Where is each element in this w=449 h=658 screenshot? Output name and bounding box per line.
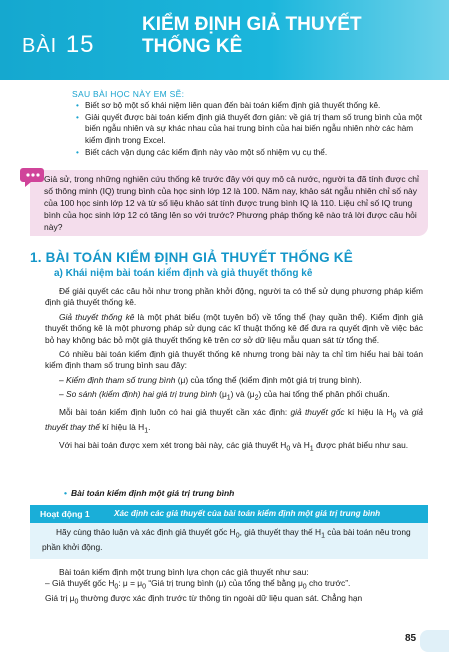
lesson-title-line1: KIỂM ĐỊNH GIẢ THUYẾT — [142, 14, 362, 35]
paragraph: Mỗi bài toán kiểm định luôn có hai giả thuyết cần xác định: giả thuyết gốc kí hiệu là $H_0$ và giả thuyết thay thế kí hiệu là $H_1$. — [45, 407, 423, 436]
paragraph: Giả thuyết thống kê là một phát biểu (một tuyên bố) về tổng thể (hay quần thể). Kiểm định giả thuyết thống kê là một phương pháp sử dụng các kĩ thuật thống kê để đưa ra quyết định về việc bác bỏ hay không bác bỏ một giả thuyết thống kê trên cơ sở dữ liệu mẫu quan sát từ tổng thể. — [45, 311, 423, 345]
paragraph: Bài toán kiểm định một trung bình lựa chọn các giả thuyết như sau: — [59, 567, 309, 577]
page-tab — [420, 630, 449, 652]
lesson-prefix: BÀI — [22, 35, 58, 57]
page-number: 85 — [405, 633, 417, 644]
activity-box — [30, 523, 428, 559]
paragraph: – Giả thuyết gốc $H_0$: $\mu = \mu_0$ “Giá trị trung bình (μ) của tổng thể bằng $\mu_0$ cho trước”. — [45, 578, 351, 592]
objectives-heading: SAU BÀI HỌC NÀY EM SẼ: — [72, 89, 185, 99]
bottom-text — [45, 567, 423, 609]
paragraph: Với hai bài toán được xem xét trong bài này, các giả thuyết $H_0$ và $H_1$ được phát biểu như sau. — [59, 440, 409, 454]
speech-bubble-icon — [20, 166, 46, 188]
lesson-banner — [0, 0, 449, 80]
activity-header — [30, 505, 428, 523]
paragraph: Có nhiều bài toán kiểm định giả thuyết thống kê nhưng trong bài này ta chỉ tìm hiểu hai bài toán kiểm định tham số trung bình sau đây: — [45, 349, 423, 371]
section-subtitle: a) Khái niệm bài toán kiểm định và giả thuyết thống kê — [54, 268, 313, 279]
lesson-title-line2: THỐNG KÊ — [142, 36, 243, 57]
intro-text: Giả sử, trong những nghiên cứu thống kê trước đây với quy mô cả nước, người ta đã tính được chỉ số thông minh (IQ) trung bình của học sinh lớp 12 là 100. Năm nay, khảo sát ngẫu nhiên chỉ số này của 100 học sinh lớp 12 và từ số liệu khảo sát tính được trung bình IQ là 110. Liệu chỉ số IQ trung bình của học sinh lớp 12 có tăng lên so với trước? Phương pháp thống kê nào trả lời được câu hỏi này? — [44, 174, 419, 232]
intro-box — [30, 170, 428, 236]
paragraph: Để giải quyết các câu hỏi như trong phần khởi động, người ta có thể sử dụng phương pháp kiểm định giả thuyết thống kê. — [45, 286, 423, 308]
paragraph: – So sánh (kiểm định) hai giá trị trung bình $(\mu_1)$ và $(\mu_2)$ của hai tổng thể phân phối chuẩn. — [59, 389, 390, 402]
paragraph: Giá trị $\mu_0$ thường được xác định trước từ thông tin ngoài dữ liệu quan sát. Chẳng hạn — [45, 593, 363, 607]
objective-item: • Biết sơ bộ một số khái niệm liên quan đến bài toán kiểm định giả thuyết thống kê. — [74, 100, 424, 111]
body-text — [45, 286, 423, 459]
activity-label: Hoạt động 1 — [40, 509, 90, 519]
objective-item: • Biết cách vận dụng các kiểm định này vào một số nhiệm vụ cụ thể. — [74, 147, 424, 158]
bullet-heading: • Bài toán kiểm định một giá trị trung bình — [64, 488, 234, 498]
lesson-number — [22, 31, 95, 59]
objective-item: • Giải quyết được bài toán kiểm định giả thuyết đơn giản: về giá trị tham số trung bình của một biến ngẫu nhiên và sự khác nhau của hai trung bình của hai biến ngẫu nhiên nhờ các hàm kiểm định trong Excel. — [74, 112, 424, 146]
activity-text: Hãy cùng thảo luận và xác định giả thuyết gốc $H_0$, giả thuyết thay thế $H_1$ của bài toán nêu trong phần khởi động. — [42, 527, 411, 553]
lesson-number-value: 15 — [65, 31, 95, 58]
paragraph: – Kiểm định tham số trung bình (μ) của tổng thể (kiểm định một giá trị trung bình). — [59, 374, 362, 385]
objectives-list — [74, 100, 424, 159]
lesson-title — [142, 14, 432, 58]
section-title: 1. BÀI TOÁN KIỂM ĐỊNH GIẢ THUYẾT THỐNG KÊ — [30, 250, 353, 265]
activity-title: Xác định các giả thuyết của bài toán kiểm định một giá trị trung bình — [114, 509, 381, 518]
